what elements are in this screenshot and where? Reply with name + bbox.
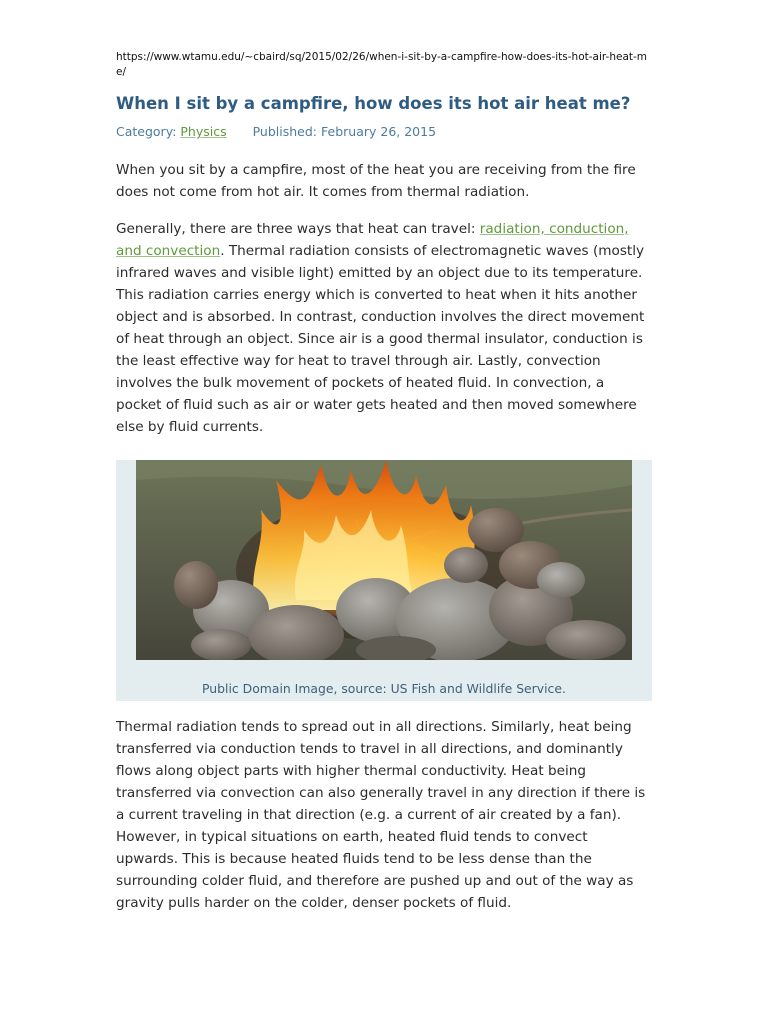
article-title: When I sit by a campfire, how does its hot air heat me? bbox=[116, 94, 631, 113]
published-date: February 26, 2015 bbox=[321, 124, 437, 139]
paragraph-text: . Thermal radiation consists of electromagnetic waves (mostly infrared waves and visible light) emitted by an object due to its temperature. This radiation carries energy which is converted to heat when it hits another object and is absorbed. In contrast, conduction involves the direct movement of heat through an object. Since air is a good thermal insulator, conduction is the least effective way for heat to travel through air. Lastly, convection involves the bulk movement of pockets of heated fluid. In convection, a pocket of fluid such as air or water gets heated and then moved somewhere else by fluid currents. bbox=[116, 243, 645, 435]
paragraph-direction: Thermal radiation tends to spread out in all directions. Similarly, heat being transferred via conduction tends to travel in all directions, and dominantly flows along object parts with higher thermal conductivity. Heat being transferred via convection can also generally travel in any direction if there is a current traveling in that direction (e.g. a current of air created by a fan). However, in typical situations on earth, heated fluid tends to convect upwards. This is because heated fluids tend to be less dense than the surrounding colder fluid, and therefore are pushed up and out of the way as gravity pulls harder on the colder, denser pockets of fluid. bbox=[116, 719, 646, 911]
figure-caption: Public Domain Image, source: US Fish and Wildlife Service. bbox=[202, 681, 566, 696]
paragraph-text: Generally, there are three ways that heat can travel: bbox=[116, 221, 480, 237]
paragraph-heat-transfer bbox=[116, 218, 652, 438]
article-meta bbox=[116, 123, 652, 141]
heat-transfer-link[interactable]: radiation, conduction, and convection bbox=[116, 221, 629, 259]
campfire-photo bbox=[136, 460, 632, 660]
source-url[interactable]: https://www.wtamu.edu/~cbaird/sq/2015/02/26/when-i-sit-by-a-campfire-how-does-its-hot-air-heat-me/ bbox=[116, 51, 648, 78]
paragraph-intro: When you sit by a campfire, most of the heat you are receiving from the fire does not come from hot air. It comes from thermal radiation. bbox=[116, 162, 636, 200]
category-link[interactable]: Physics bbox=[180, 124, 227, 139]
figure bbox=[116, 460, 652, 701]
category-label: Category: bbox=[116, 124, 177, 139]
published-info bbox=[253, 124, 436, 139]
article bbox=[116, 0, 652, 438]
published-label: Published: bbox=[252, 124, 318, 139]
